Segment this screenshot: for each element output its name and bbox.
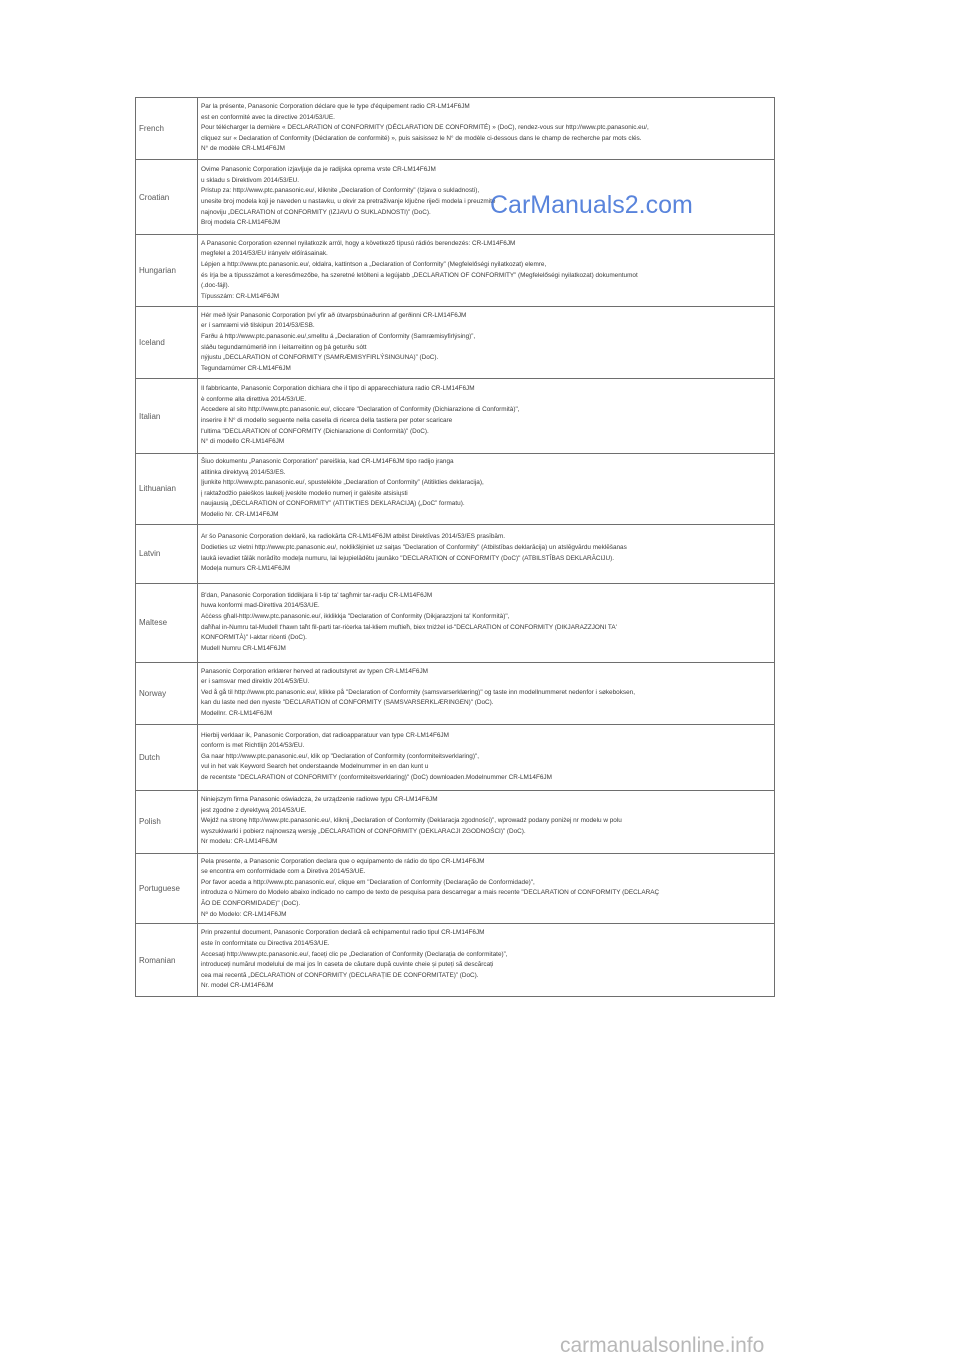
declaration-line: kan du laste ned den nyeste "DECLARATION of CONFORMITY (SAMSVARSERKLÆRINGEN)" (DoC).	[201, 699, 494, 707]
declaration-line: laukā ievadiet tālāk norādīto modeļa numuru, lai lejupielādētu jaunāko "DECLARATION of CONFORMITY (DoC)" (ATBILSTĪBAS DEKLARĀCIJU).	[201, 554, 614, 562]
declaration-text	[198, 307, 775, 379]
declaration-text	[198, 235, 775, 307]
declaration-line: Nr. model CR-LM14F6JM	[201, 982, 274, 990]
language-label: Croatian	[136, 160, 198, 235]
declaration-line: megfelel a 2014/53/EU irányelv előírásainak.	[201, 250, 328, 258]
declaration-line: N° de modèle CR-LM14F6JM	[201, 145, 285, 153]
declaration-line: Accedere al sito http://www.ptc.panasonic.eu/, cliccare "Declaration of Conformity (Dichiarazione di Conformità)",	[201, 406, 520, 414]
declaration-line: cea mai recentă „DECLARATION of CONFORMITY (DECLARAȚIE DE CONFORMITATE)” (DoC).	[201, 971, 479, 979]
language-row	[136, 790, 775, 853]
declaration-line: vul in het vak Keyword Search het onderstaande Modelnummer in en dan kunt u	[201, 763, 429, 771]
declaration-line: Lépjen a http://www.ptc.panasonic.eu/, oldalra, kattintson a „Declaration of Conformity” (Megfelelőségi nyilatkozat) elemre,	[201, 260, 547, 268]
declaration-line: jest zgodne z dyrektywą 2014/53/UE.	[201, 806, 307, 814]
declaration-line: u skladu s Direktivom 2014/53/EU.	[201, 176, 300, 184]
declaration-line: introduza o Número do Modelo abaixo indicado no campo de texto de pesquisa para descarregar a mais recente "DECLARATION of CONFORMITY (DECLARAÇ	[201, 889, 660, 897]
declaration-line: Hér með lýsir Panasonic Corporation því yfir að útvarpsbúnaðurinn af gerðinni CR-LM14F6JM	[201, 311, 467, 319]
declaration-line: nýjustu „DECLARATION of CONFORMITY (SAMRÆMISYFIRLÝSINGUNA)” (DoC).	[201, 354, 439, 362]
declaration-line: Aċċess għall-http://www.ptc.panasonic.eu/, ikklikkja "Declaration of Conformity (Dikjarazzjoni ta' Konformità)",	[201, 612, 510, 620]
language-row	[136, 379, 775, 454]
declaration-line: de recentste "DECLARATION of CONFORMITY (conformiteitsverklaring)" (DoC) downloaden.Modelnummer CR-LM14F6JM	[201, 773, 552, 781]
declaration-line: Pour télécharger la dernière « DECLARATION of CONFORMITY (DÉCLARATION DE CONFORMITÉ) » (DoC), rendez-vous sur http://www.ptc.panasonic.eu/,	[201, 124, 649, 132]
declaration-line: Ved å gå til http://www.ptc.panasonic.eu/, klikke på "Declaration of Conformity (samsvarserklæring)" og taste inn modellnummeret nedenfor i søkeboksen,	[201, 688, 635, 696]
declaration-line: Prin prezentul document, Panasonic Corporation declară că echipamentul radio tipul CR-LM14F6JM	[201, 929, 485, 937]
language-label: French	[136, 98, 198, 160]
declaration-text	[198, 724, 775, 790]
declaration-line: er í samræmi við tilskipun 2014/53/ESB.	[201, 322, 315, 330]
declaration-line: est en conformité avec la directive 2014/53/UE.	[201, 113, 335, 121]
language-label: Portuguese	[136, 853, 198, 924]
declaration-line: Nr modelu: CR-LM14F6JM	[201, 838, 278, 846]
declaration-line: cliquez sur « Declaration of Conformity (Déclaration de conformité) », puis saisissez le N° de modèle ci-dessous dans le champ de recherche par mots clés.	[201, 134, 642, 142]
declaration-line: Ovime Panasonic Corporation izjavljuje da je radijska oprema vrste CR-LM14F6JM	[201, 166, 436, 174]
declaration-line: Šiuo dokumentu „Panasonic Corporation” pareiškia, kad CR-LM14F6JM tipo radijo įranga	[201, 458, 454, 465]
declaration-line: wyszukiwarki i pobierz najnowszą wersję „DECLARATION of CONFORMITY (DEKLARACJI ZGODNOŚCI)” (DoC).	[201, 827, 526, 835]
declaration-line: Modelio Nr. CR-LM14F6JM	[201, 510, 279, 518]
language-row	[136, 724, 775, 790]
declaration-line: N° di modello CR-LM14F6JM	[201, 438, 285, 446]
declaration-line: er i samsvar med direktiv 2014/53/EU.	[201, 678, 310, 686]
declaration-line: B'dan, Panasonic Corporation tiddikjara li t-tip ta' tagħmir tar-radju CR-LM14F6JM	[201, 591, 433, 599]
watermark-carmanuals2: CarManuals2.com	[490, 191, 693, 219]
declaration-line: Niniejszym firma Panasonic oświadcza, że urządzenie radiowe typu CR-LM14F6JM	[201, 796, 438, 804]
declaration-line: Farðu á http://www.ptc.panasonic.eu/,smelltu á „Declaration of Conformity (Samræmisyfirlýsing)”,	[201, 332, 476, 340]
language-label: Iceland	[136, 307, 198, 379]
declaration-line: ÃO DE CONFORMIDADE)" (DoC).	[201, 899, 301, 907]
language-row	[136, 524, 775, 583]
declaration-line: Panasonic Corporation erklærer herved at radioutstyret av typen CR-LM14F6JM	[201, 667, 428, 675]
declaration-line: Nº do Modelo: CR-LM14F6JM	[201, 910, 287, 918]
language-label: Latvin	[136, 524, 198, 583]
declaration-table-body	[136, 98, 775, 997]
language-row	[136, 924, 775, 997]
language-row	[136, 98, 775, 160]
declaration-line: A Panasonic Corporation ezennel nyilatkozik arról, hogy a következő típusú rádiós berendezés: CR-LM14F6JM	[201, 239, 516, 247]
language-row	[136, 853, 775, 924]
declaration-line: (.doc-fájl).	[201, 282, 230, 290]
declaration-line: į raktažodžio paieškos laukelį įveskite modelio numerį ir galėsite atsisiųsti	[201, 489, 408, 497]
language-label: Lithuanian	[136, 454, 198, 525]
declaration-line: Broj modela CR-LM14F6JM	[201, 219, 281, 227]
language-label: Dutch	[136, 724, 198, 790]
declaration-line: Tegundarnúmer CR-LM14F6JM	[201, 364, 291, 372]
declaration-line: unesite broj modela koji je naveden u nastavku, u okvir za pretraživanje ključne riječi modela i preuzmite	[201, 198, 496, 205]
declaration-line: este în conformitate cu Directiva 2014/53/UE.	[201, 939, 330, 947]
declaration-line: Típusszám: CR-LM14F6JM	[201, 292, 280, 300]
declaration-text	[198, 454, 775, 525]
declaration-table	[135, 97, 775, 997]
declaration-text	[198, 98, 775, 160]
declaration-text	[198, 790, 775, 853]
declaration-line: Accesați http://www.ptc.panasonic.eu/, faceți clic pe „Declaration of Conformity (Declarația de conformitate)”,	[201, 950, 508, 958]
declaration-text	[198, 853, 775, 924]
declaration-line: Mudell Numru CR-LM14F6JM	[201, 644, 286, 652]
declaration-line: Pristup za: http://www.ptc.panasonic.eu/, kliknite „Declaration of Conformity” (Izjava o sukladnosti),	[201, 187, 480, 195]
declaration-line: naujausią „DECLARATION of CONFORMITY” (ATITIKTIES DEKLARACIJĄ) („DoC” formatu).	[201, 500, 465, 508]
language-row	[136, 454, 775, 525]
declaration-line: inserire il N° di modello seguente nella casella di ricerca della tastiera per poter scaricare	[201, 417, 453, 424]
language-row	[136, 235, 775, 307]
declaration-line: è conforme alla direttiva 2014/53/UE.	[201, 395, 307, 403]
declaration-line: Par la présente, Panasonic Corporation déclare que le type d'équipement radio CR-LM14F6JM	[201, 103, 470, 111]
language-row	[136, 583, 775, 662]
declaration-line: najnoviju „DECLARATION of CONFORMITY (IZJAVU O SUKLADNOSTI)” (DoC).	[201, 208, 431, 216]
language-label: Hungarian	[136, 235, 198, 307]
declaration-line: Ar šo Panasonic Corporation deklarē, ka radiokārta CR-LM14F6JM atbilst Direktīvas 2014/53/ES prasībām.	[201, 533, 506, 541]
language-label: Italian	[136, 379, 198, 454]
declaration-line: Dodieties uz vietni http://www.ptc.panasonic.eu/, noklikšķiniet uz saiţas "Declaration of Conformity" (Atbilstības deklarācija) un atslēgvārdu meklēšanas	[201, 543, 627, 551]
declaration-line: huwa konformi mad-Direttiva 2014/53/UE.	[201, 602, 320, 610]
declaration-text	[198, 524, 775, 583]
declaration-line: Ga naar http://www.ptc.panasonic.eu/, klik op "Declaration of Conformity (conformiteitsverklaring)",	[201, 752, 480, 760]
declaration-text	[198, 662, 775, 724]
language-row	[136, 307, 775, 379]
language-row	[136, 662, 775, 724]
declaration-line: Modeļa numurs CR-LM14F6JM	[201, 565, 291, 573]
declaration-line: se encontra em conformidade com a Diretiva 2014/53/UE.	[201, 868, 366, 876]
declaration-line: Hierbij verklaar ik, Panasonic Corporation, dat radioapparatuur van type CR-LM14F6JM	[201, 731, 449, 739]
declaration-line: Wejdź na stronę http://www.ptc.panasonic.eu/, kliknij „Declaration of Conformity (Deklaracja zgodności)”, wprowadź podany poniżej nr modelu w polu	[201, 817, 622, 825]
language-label: Maltese	[136, 583, 198, 662]
language-label: Romanian	[136, 924, 198, 997]
declaration-line: Pela presente, a Panasonic Corporation declara que o equipamento de rádio do tipo CR-LM14F6JM	[201, 857, 485, 865]
declaration-line: atitinka direktyvą 2014/53/ES.	[201, 468, 286, 476]
declaration-line: Il fabbricante, Panasonic Corporation dichiara che il tipo di apparecchiatura radio CR-LM14F6JM	[201, 385, 475, 393]
language-label: Polish	[136, 790, 198, 853]
declaration-line: l'ultima "DECLARATION of CONFORMITY (Dichiarazione di Conformità)" (DoC).	[201, 427, 429, 435]
declaration-line: Modellnr. CR-LM14F6JM	[201, 709, 273, 717]
declaration-text	[198, 924, 775, 997]
declaration-line: daħħal in-Numru tal-Mudell t'hawn taħt fil-parti tar-riċerka tal-kliem muftieħ, biex tniżżel id-"DECLARATION of CONFORMITY (DIKJARAZZJONI TA'	[201, 623, 617, 631]
declaration-line: Por favor aceda a http://www.ptc.panasonic.eu/, clique em "Declaration of Conformity (Declaração de Conformidade)",	[201, 878, 535, 886]
declaration-line: conform is met Richtlijn 2014/53/EU.	[201, 742, 305, 750]
declaration-line: introduceți numărul modelului de mai jos în caseta de căutare după cuvinte cheie și puteți să descărcați	[201, 961, 494, 969]
declaration-line: Įjunkite http://www.ptc.panasonic.eu/, spustelėkite „Declaration of Conformity” (Atitikties deklaracija),	[201, 479, 484, 487]
language-label: Norway	[136, 662, 198, 724]
declaration-text	[198, 379, 775, 454]
declaration-line: és írja be a típusszámot a keresőmezőbe, ha szeretné letölteni a legújabb „DECLARATION OF CONFORMITY” (Megfelelőségi nyilatkozat) dokumentumot	[201, 271, 638, 279]
declaration-text	[198, 583, 775, 662]
declaration-line: sláðu tegundarnúmerið inn í leitarreitinn og þá geturðu sótt	[201, 343, 367, 351]
watermark-carmanualsonline: carmanualsonline.info	[560, 1334, 765, 1357]
declaration-line: KONFORMITÀ)" l-aktar riċenti (DoC).	[201, 634, 307, 642]
